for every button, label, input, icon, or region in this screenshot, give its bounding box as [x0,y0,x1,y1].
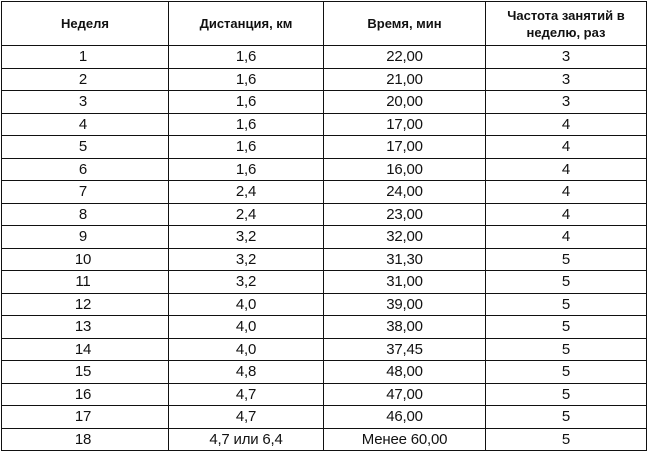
cell-week: 5 [2,136,169,159]
table-row [2,226,647,249]
cell-frequency: 5 [486,383,647,406]
cell-week: 16 [2,383,169,406]
table-row [2,383,647,406]
cell-distance: 4,0 [169,338,324,361]
cell-time: 31,00 [324,271,486,294]
cell-distance: 4,7 [169,383,324,406]
cell-distance: 4,7 или 6,4 [169,428,324,451]
cell-time: 20,00 [324,91,486,114]
table-row [2,68,647,91]
cell-distance: 3,2 [169,226,324,249]
table-row [2,293,647,316]
table-row [2,113,647,136]
cell-frequency: 5 [486,406,647,429]
cell-time: 23,00 [324,203,486,226]
cell-distance: 3,2 [169,271,324,294]
cell-distance: 3,2 [169,248,324,271]
cell-time: 16,00 [324,158,486,181]
cell-time: 17,00 [324,136,486,159]
cell-frequency: 4 [486,203,647,226]
cell-week: 13 [2,316,169,339]
cell-frequency: 4 [486,158,647,181]
cell-time: 47,00 [324,383,486,406]
cell-frequency: 5 [486,248,647,271]
cell-frequency: 5 [486,428,647,451]
header-time: Время, мин [324,2,486,46]
cell-frequency: 3 [486,91,647,114]
cell-week: 12 [2,293,169,316]
table-body [2,46,647,451]
table-row [2,361,647,384]
cell-distance: 1,6 [169,68,324,91]
cell-week: 1 [2,46,169,69]
table-row [2,91,647,114]
cell-week: 3 [2,91,169,114]
cell-week: 8 [2,203,169,226]
cell-frequency: 5 [486,271,647,294]
header-distance: Дистанция, км [169,2,324,46]
cell-frequency: 3 [486,46,647,69]
cell-distance: 4,7 [169,406,324,429]
cell-frequency: 5 [486,316,647,339]
cell-week: 2 [2,68,169,91]
cell-time: 38,00 [324,316,486,339]
table-row [2,248,647,271]
cell-distance: 2,4 [169,203,324,226]
header-week: Неделя [2,2,169,46]
table-row [2,158,647,181]
cell-frequency: 5 [486,338,647,361]
cell-distance: 1,6 [169,91,324,114]
table-row [2,203,647,226]
cell-distance: 4,0 [169,316,324,339]
cell-week: 18 [2,428,169,451]
table-row [2,46,647,69]
training-schedule-table [1,1,647,451]
cell-time: 24,00 [324,181,486,204]
cell-time: 46,00 [324,406,486,429]
cell-time: Менее 60,00 [324,428,486,451]
cell-week: 6 [2,158,169,181]
table-row [2,428,647,451]
cell-distance: 1,6 [169,113,324,136]
cell-week: 14 [2,338,169,361]
table-row [2,316,647,339]
cell-distance: 1,6 [169,46,324,69]
table-row [2,136,647,159]
cell-week: 15 [2,361,169,384]
cell-time: 37,45 [324,338,486,361]
cell-week: 9 [2,226,169,249]
cell-time: 48,00 [324,361,486,384]
cell-week: 17 [2,406,169,429]
table-header [2,2,647,46]
cell-distance: 4,0 [169,293,324,316]
cell-week: 11 [2,271,169,294]
cell-week: 7 [2,181,169,204]
cell-time: 39,00 [324,293,486,316]
table-row [2,338,647,361]
cell-distance: 1,6 [169,136,324,159]
cell-frequency: 4 [486,181,647,204]
cell-frequency: 4 [486,113,647,136]
cell-time: 32,00 [324,226,486,249]
table-row [2,271,647,294]
table-row [2,406,647,429]
cell-time: 22,00 [324,46,486,69]
cell-distance: 4,8 [169,361,324,384]
cell-time: 31,30 [324,248,486,271]
cell-time: 17,00 [324,113,486,136]
header-frequency: Частота занятий в неделю, раз [486,2,647,46]
cell-frequency: 5 [486,293,647,316]
cell-frequency: 3 [486,68,647,91]
cell-week: 10 [2,248,169,271]
cell-time: 21,00 [324,68,486,91]
cell-distance: 1,6 [169,158,324,181]
cell-frequency: 4 [486,136,647,159]
table-row [2,181,647,204]
cell-week: 4 [2,113,169,136]
cell-frequency: 5 [486,361,647,384]
cell-distance: 2,4 [169,181,324,204]
header-row [2,2,647,46]
cell-frequency: 4 [486,226,647,249]
